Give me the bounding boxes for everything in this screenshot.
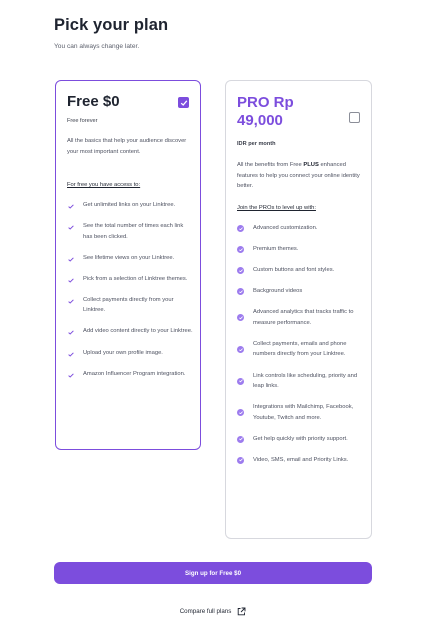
free-plan-checkbox[interactable] <box>178 97 189 108</box>
free-plan-subtitle: Free forever <box>67 118 98 124</box>
pro-feature-list <box>237 223 363 476</box>
list-item <box>67 369 193 380</box>
check-icon <box>68 225 74 230</box>
check-icon <box>68 373 74 378</box>
pro-desc-text: All the benefits from Free <box>237 162 304 168</box>
feature-text: Integrations with Mailchimp, Facebook, Youtube, Twitch and more. <box>253 404 354 421</box>
check-circle-icon <box>237 246 244 253</box>
check-icon <box>68 257 74 262</box>
feature-text: Collect payments, emails and phone numbers directly from your Linktree. <box>253 340 347 358</box>
list-item <box>67 326 193 337</box>
feature-text: Advanced customization. <box>253 225 318 231</box>
feature-text: Custom buttons and font styles. <box>253 267 335 274</box>
feature-text: Pick from a selection of Linktree themes. <box>83 275 188 282</box>
feature-text: Add video content directly to your Linktree. <box>83 328 193 335</box>
list-item <box>237 402 363 423</box>
check-circle-icon <box>237 346 244 353</box>
pro-plan-title <box>237 94 337 130</box>
list-item <box>237 286 363 297</box>
pro-plan-subtitle: IDR per month <box>237 141 276 147</box>
list-item <box>67 348 193 359</box>
check-icon <box>68 299 74 304</box>
check-icon <box>68 278 74 283</box>
check-icon <box>180 99 188 107</box>
pro-desc-text-end: enhanced features to help you connect your online identity better. <box>237 162 360 189</box>
list-item <box>67 200 193 211</box>
list-item <box>67 295 193 316</box>
list-item <box>237 223 363 234</box>
free-plan-card[interactable] <box>55 80 201 450</box>
pro-access-heading: Join the PROs to level up with: <box>237 205 316 211</box>
check-circle-icon <box>237 288 244 295</box>
list-item <box>237 455 363 466</box>
free-plan-title: Free $0 <box>67 93 120 110</box>
feature-text: Premium themes. <box>253 246 299 253</box>
pro-plan-checkbox[interactable] <box>349 112 360 123</box>
free-plan-description: All the basics that help your audience discover your most important content. <box>67 138 187 155</box>
feature-text: Get unlimited links on your Linktree. <box>83 202 176 208</box>
pro-plan-card[interactable] <box>225 80 372 539</box>
check-icon <box>68 330 74 335</box>
check-circle-icon <box>237 225 244 232</box>
list-item <box>67 274 193 285</box>
feature-text: Collect payments directly from your Linktree. <box>83 296 174 314</box>
pro-plan-title-line1: PRO Rp <box>237 94 294 111</box>
compare-plans-link[interactable] <box>0 607 426 616</box>
check-icon <box>68 204 74 209</box>
check-circle-icon <box>237 378 244 385</box>
page-title: Pick your plan <box>54 16 169 34</box>
free-feature-list <box>67 200 193 390</box>
list-item <box>237 371 363 392</box>
feature-text: See lifetime views on your Linktree. <box>83 254 175 261</box>
signup-button[interactable]: Sign up for Free $0 <box>54 562 372 584</box>
check-icon <box>68 352 74 357</box>
check-circle-icon <box>237 314 244 321</box>
feature-text: See the total number of times each link has been clicked. <box>83 223 184 240</box>
feature-text: Link controls like scheduling, priority and leap links. <box>253 372 358 390</box>
pro-plan-price: 49,000 <box>237 112 283 129</box>
list-item <box>237 434 363 445</box>
list-item <box>67 221 193 242</box>
feature-text: Upload your own profile image. <box>83 349 163 356</box>
feature-text: Get help quickly with priority support. <box>253 435 348 442</box>
check-circle-icon <box>237 267 244 274</box>
pro-plan-description <box>237 160 361 192</box>
check-circle-icon <box>237 436 244 443</box>
external-link-icon <box>237 607 246 616</box>
list-item <box>237 265 363 276</box>
page-subtitle: You can always change later. <box>54 43 140 50</box>
feature-text: Video, SMS, email and Priority Links. <box>253 456 349 463</box>
feature-text: Background videos <box>253 288 303 295</box>
list-item <box>237 244 363 255</box>
check-circle-icon <box>237 457 244 464</box>
feature-text: Amazon Influencer Program integration. <box>83 370 186 377</box>
free-access-heading: For free you have access to: <box>67 182 141 188</box>
check-circle-icon <box>237 409 244 416</box>
compare-plans-label: Compare full plans <box>179 608 232 615</box>
list-item <box>237 307 363 328</box>
feature-text: Advanced analytics that tracks traffic to measure performance. <box>253 309 354 326</box>
list-item <box>237 339 363 360</box>
pro-desc-bold: PLUS <box>303 162 319 168</box>
list-item <box>67 253 193 264</box>
